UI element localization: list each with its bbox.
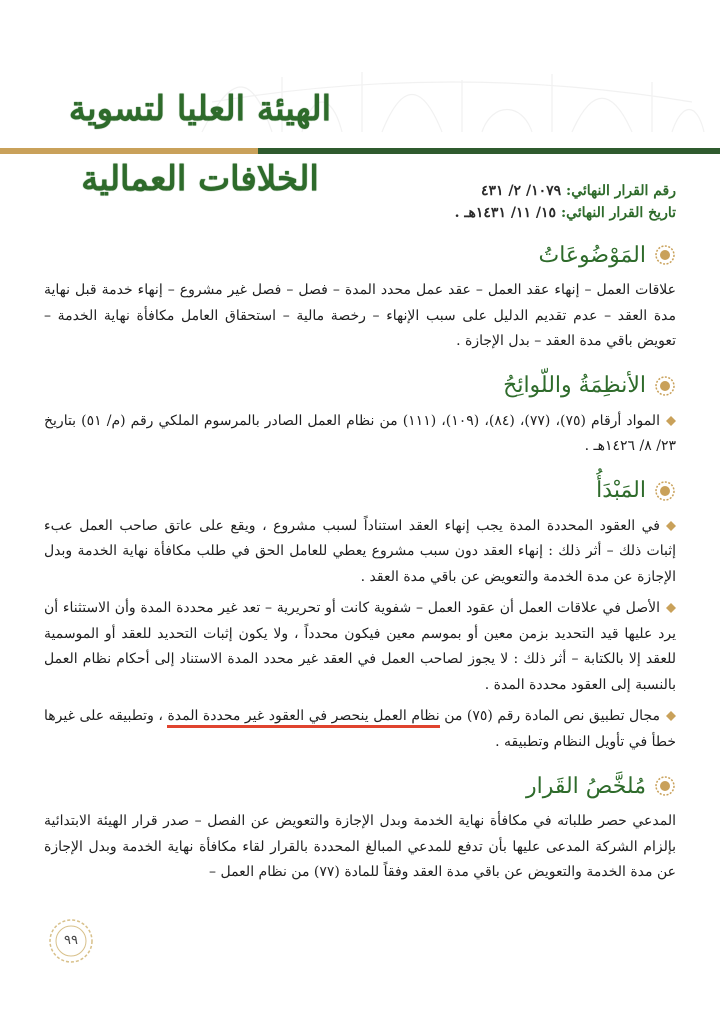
page-number: ٩٩ (64, 933, 78, 948)
regulations-item (44, 409, 676, 460)
summary-text: المدعي حصر طلباته في مكافأة نهاية الخدمة وبدل الإجازة والتعويض عن الفصل – صدر قرار الهيئة الابتدائية بإلزام الشركة المدعى عليها بأن تدفع للمدعي المبالغ المحددة بالقرار لقاء مكافأة نهاية الخدمة وبدل الإجازة عن مدة الخدمة والتعويض عن باقي مدة العقد وفقاً للمادة (٧٧) من نظام العمل – (44, 813, 676, 880)
regulations-text: المواد أرقام (٧٥)، (٧٧)، (٨٤)، (١٠٩)، (١١١) من نظام العمل الصادر بالمرسوم الملكي رقم (م/ ٥١) بتاريخ ٢٣/ ٨/ ١٤٢٦هـ . (44, 412, 676, 454)
section-title-regulations (44, 369, 676, 403)
section-title-topics (44, 238, 676, 272)
topics-text: علاقات العمل – إنهاء عقد العمل – عقد عمل محدد المدة – فصل – فصل غير مشروع – إنهاء خدمة قبل نهاية مدة العقد – عدم تقديم الدليل على سبب الإنهاء – رخصة مالية – استحقاق العامل مكافأة نهاية الخدمة – تعويض باقي مدة العقد – بدل الإجازة . (44, 282, 676, 349)
rosette-ornament-icon (654, 480, 676, 502)
principle-text-2: الأصل في علاقات العمل أن عقود العمل – شفوية كانت أو تحريرية – تعد غير محددة المدة وأن الاستثناء أن يرد عليها قيد التحديد بزمن معين أو بموسم معين فيكون محدداً ، ولا يكون إثبات التحديد للعقد أو الموسمية للعقد إلا بالكتابة – أثر ذلك : لا يجوز لصاحب العمل في العقد غير محدد المدة الاستناد إلى أحكام نظام العمل بالنسبة إلى العقود محددة المدة . (44, 600, 676, 693)
section-title-text: المَوْضُوعَاتُ (538, 242, 646, 268)
diamond-bullet-icon (666, 603, 676, 613)
decision-date-label: تاريخ القرار النهائي: (560, 205, 676, 221)
rosette-ornament-icon (654, 775, 676, 797)
decision-number-label: رقم القرار النهائي: (566, 183, 676, 199)
document-body (44, 180, 676, 886)
header-bar-green (258, 148, 720, 154)
header-bar-gold (0, 148, 258, 154)
diamond-bullet-icon (666, 711, 676, 721)
principle-text-3-before: مجال تطبيق نص المادة رقم (٧٥) من (439, 708, 660, 724)
principle-text-1: في العقود المحددة المدة يجب إنهاء العقد استناداً لسبب مشروع ، ويقع على عاتق صاحب العمل عبء إثبات ذلك – أثر ذلك : إنهاء العقد دون سبب مشروع يعطي للعامل الحق في طلب مكافأة نهاية الخدمة وبدل الإجازة عن مدة الخدمة والتعويض عن باقي مدة العقد . (44, 517, 676, 585)
rosette-ornament-icon (654, 244, 676, 266)
decision-number-value: ١٠٧٩/ ٢/ ٤٣١ (480, 183, 562, 199)
principle-item-2 (44, 596, 676, 698)
principle-item-1 (44, 514, 676, 591)
principle-text-3-after: ، وتطبيقه على غيرها خطأ في تأويل النظام وتطبيقه . (44, 708, 676, 750)
rosette-ornament-icon (654, 375, 676, 397)
underlined-highlight: نظام العمل ينحصر في العقود غير محددة المدة (167, 708, 439, 728)
section-title-text: المَبْدَأُ (596, 478, 646, 503)
principle-item-3 (44, 704, 676, 755)
diamond-bullet-icon (666, 521, 676, 531)
section-title-text: الأنظِمَةُ واللّوائِحُ (503, 373, 646, 398)
diamond-bullet-icon (666, 416, 676, 426)
decision-number-line (44, 180, 676, 202)
section-title-summary (44, 769, 676, 803)
section-title-text: مُلخَّصُ القَرار (525, 773, 646, 799)
section-title-principle (44, 474, 676, 508)
organization-title: الهيئة العليا لتسوية الخلافات العمالية (68, 89, 332, 199)
decision-date-line (44, 202, 676, 224)
decision-date-value: ١٥/ ١١/ ١٤٣١هـ . (454, 205, 557, 221)
